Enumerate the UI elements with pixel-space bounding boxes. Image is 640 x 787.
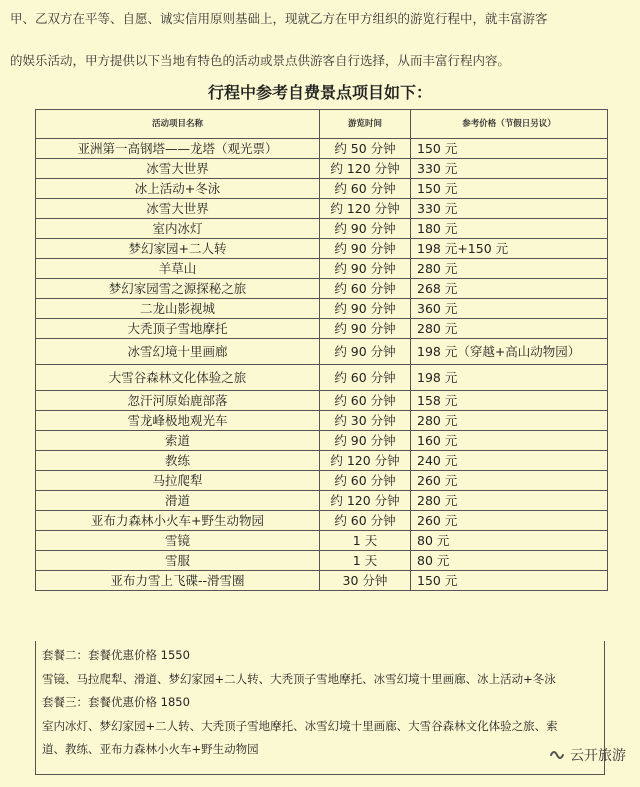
cell-price: 150 元: [411, 179, 608, 199]
cell-activity: 亚布力雪上飞碟--滑雪圈: [36, 571, 320, 591]
table-row: [36, 551, 608, 571]
cell-activity: 冰上活动+冬泳: [36, 179, 320, 199]
cell-price: 240 元: [411, 451, 608, 471]
table-row: [36, 259, 608, 279]
cell-activity: 亚洲第一高钢塔——龙塔（观光票）: [36, 139, 320, 159]
table-row: [36, 299, 608, 319]
cell-price: 280 元: [411, 491, 608, 511]
table-row: [36, 491, 608, 511]
table-row: [36, 531, 608, 551]
table-body: [36, 139, 608, 591]
cell-duration: 约 90 分钟: [320, 339, 411, 365]
cell-price: 268 元: [411, 279, 608, 299]
table-header-row: [36, 110, 608, 139]
cell-price: 158 元: [411, 391, 608, 411]
packages-section: [35, 641, 605, 775]
table-row: [36, 411, 608, 431]
cell-activity: 二龙山影视城: [36, 299, 320, 319]
package-2-items: 雪镜、马拉爬犁、滑道、梦幻家园+二人转、大秃顶子雪地摩托、冰雪幻境十里画廊、冰上活动+冬泳: [42, 671, 556, 686]
cell-activity: 梦幻家园+二人转: [36, 239, 320, 259]
cell-duration: 约 120 分钟: [320, 199, 411, 219]
table-row: [36, 219, 608, 239]
cell-price: 360 元: [411, 299, 608, 319]
table-row: [36, 199, 608, 219]
table-row: [36, 571, 608, 591]
cell-duration: 约 60 分钟: [320, 365, 411, 391]
cell-price: 198 元: [411, 365, 608, 391]
cell-price: 198 元（穿越+高山动物园）: [411, 339, 608, 365]
cell-activity: 雪龙峰极地观光车: [36, 411, 320, 431]
cell-duration: 约 60 分钟: [320, 179, 411, 199]
cell-duration: 约 90 分钟: [320, 299, 411, 319]
table-row: [36, 339, 608, 365]
cell-price: 198 元+150 元: [411, 239, 608, 259]
cell-duration: 约 60 分钟: [320, 279, 411, 299]
price-table: [35, 109, 608, 591]
intro-line-1: 甲、乙双方在平等、自愿、诚实信用原则基础上，现就乙方在甲方组织的游览行程中，就丰富游客: [10, 11, 548, 26]
cell-duration: 约 60 分钟: [320, 511, 411, 531]
cell-duration: 约 120 分钟: [320, 451, 411, 471]
package-2-title: 套餐二：套餐优惠价格 1550: [42, 648, 190, 662]
cell-price: 330 元: [411, 199, 608, 219]
package-3-title: 套餐三：套餐优惠价格 1850: [42, 695, 190, 709]
table-row: [36, 511, 608, 531]
header-activity: 活动项目名称: [36, 110, 320, 139]
cell-duration: 1 天: [320, 551, 411, 571]
cell-price: 80 元: [411, 551, 608, 571]
table-row: [36, 179, 608, 199]
cell-activity: 室内冰灯: [36, 219, 320, 239]
cell-duration: 约 90 分钟: [320, 431, 411, 451]
cell-activity: 冰雪幻境十里画廊: [36, 339, 320, 365]
cell-duration: 约 60 分钟: [320, 471, 411, 491]
table-row: [36, 365, 608, 391]
cell-price: 150 元: [411, 571, 608, 591]
cell-price: 280 元: [411, 259, 608, 279]
cell-activity: 冰雪大世界: [36, 159, 320, 179]
cell-duration: 约 90 分钟: [320, 239, 411, 259]
cell-activity: 亚布力森林小火车+野生动物园: [36, 511, 320, 531]
cell-price: 280 元: [411, 319, 608, 339]
header-duration: 游览时间: [320, 110, 411, 139]
cell-duration: 约 120 分钟: [320, 491, 411, 511]
cell-price: 150 元: [411, 139, 608, 159]
cell-duration: 约 60 分钟: [320, 391, 411, 411]
cell-price: 260 元: [411, 471, 608, 491]
cell-price: 160 元: [411, 431, 608, 451]
cell-duration: 约 90 分钟: [320, 219, 411, 239]
table-row: [36, 471, 608, 491]
intro-line-2: 的娱乐活动，甲方提供以下当地有特色的活动或景点供游客自行选择，从而丰富行程内容。: [10, 53, 511, 68]
watermark: [548, 745, 626, 765]
page-title: 行程中参考自费景点项目如下：: [207, 83, 432, 102]
table-row: [36, 159, 608, 179]
table-row: [36, 431, 608, 451]
cell-duration: 约 30 分钟: [320, 411, 411, 431]
cell-price: 260 元: [411, 511, 608, 531]
cell-activity: 忽汗河原始鹿部落: [36, 391, 320, 411]
watermark-text: 云开旅游: [570, 748, 626, 764]
table-row: [36, 279, 608, 299]
cell-price: 280 元: [411, 411, 608, 431]
package-3-items-line-2: 道、教练、亚布力森林小火车+野生动物园: [42, 742, 259, 756]
cell-price: 180 元: [411, 219, 608, 239]
cell-activity: 羊草山: [36, 259, 320, 279]
cell-duration: 约 120 分钟: [320, 159, 411, 179]
table-row: [36, 391, 608, 411]
table-row: [36, 451, 608, 471]
cell-activity: 冰雪大世界: [36, 199, 320, 219]
wechat-channel-icon: [548, 746, 566, 764]
package-3-items-line-1: 室内冰灯、梦幻家园+二人转、大秃顶子雪地摩托、冰雪幻境十里画廊、大雪谷森林文化体验之旅、索: [42, 718, 558, 733]
table-row: [36, 239, 608, 259]
header-price: 参考价格（节假日另议）: [411, 110, 608, 139]
table-row: [36, 139, 608, 159]
cell-price: 80 元: [411, 531, 608, 551]
cell-activity: 梦幻家园雪之源探秘之旅: [36, 279, 320, 299]
cell-activity: 滑道: [36, 491, 320, 511]
cell-duration: 30 分钟: [320, 571, 411, 591]
cell-duration: 约 50 分钟: [320, 139, 411, 159]
table-row: [36, 319, 608, 339]
cell-activity: 教练: [36, 451, 320, 471]
cell-activity: 雪服: [36, 551, 320, 571]
cell-activity: 马拉爬犁: [36, 471, 320, 491]
cell-price: 330 元: [411, 159, 608, 179]
cell-duration: 1 天: [320, 531, 411, 551]
cell-duration: 约 90 分钟: [320, 259, 411, 279]
cell-activity: 大雪谷森林文化体验之旅: [36, 365, 320, 391]
cell-activity: 雪镜: [36, 531, 320, 551]
cell-activity: 大秃顶子雪地摩托: [36, 319, 320, 339]
cell-activity: 索道: [36, 431, 320, 451]
cell-duration: 约 90 分钟: [320, 319, 411, 339]
